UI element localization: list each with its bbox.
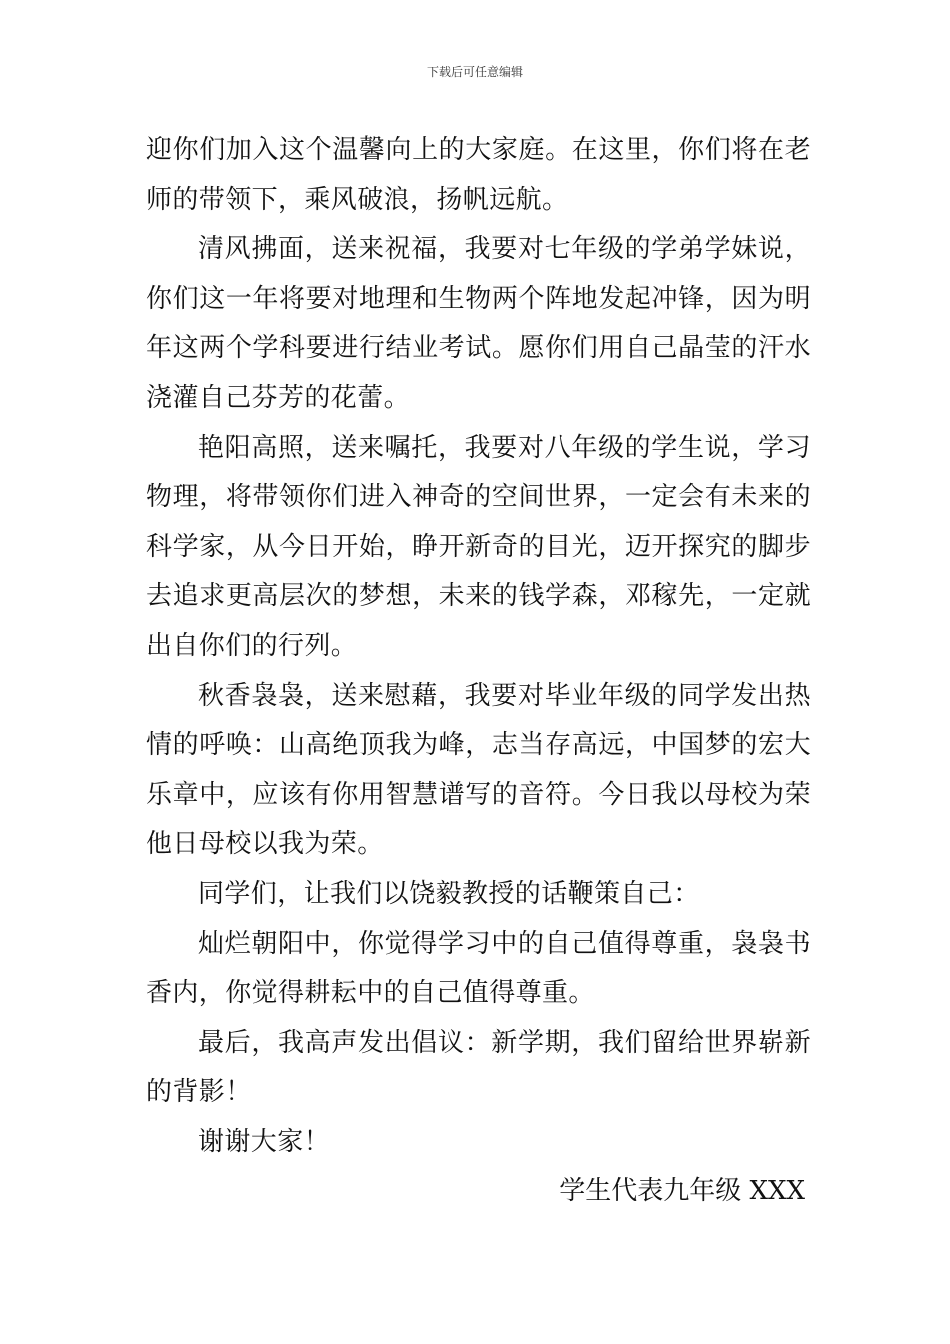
- paragraph-welcome-continuation: 迎你们加入这个温馨向上的大家庭。在这里，你们将在老师的带领下，乘风破浪，扬帆远航。: [146, 135, 811, 215]
- paragraph-proposal: 最后，我高声发出倡议：新学期，我们留给世界崭新的背影！: [146, 1027, 811, 1108]
- document-body: [146, 126, 811, 1217]
- paragraph-grade-seven: 清风拂面，送来祝福，我要对七年级的学弟学妹说，你们这一年将要对地理和生物两个阵地发起冲锋，因为明年这两个学科要进行结业考试。愿你们用自己晶莹的汗水浇灌自己芬芳的花蕾。: [146, 234, 811, 413]
- paragraph-graduating-grade: 秋香袅袅，送来慰藉，我要对毕业年级的同学发出热情的呼唤：山高绝顶我为峰，志当存高远，中国梦的宏大乐章中，应该有你用智慧谱写的音符。今日我以母校为荣他日母校以我为荣。: [146, 680, 811, 860]
- paragraph-thanks: 谢谢大家！: [198, 1126, 331, 1157]
- signature: 学生代表九年级 XXX: [559, 1176, 805, 1207]
- paragraph-grade-eight: 艳阳高照，送来嘱托，我要对八年级的学生说，学习物理，将带领你们进入神奇的空间世界，一定会有未来的科学家，从今日开始，睁开新奇的目光，迈开探究的脚步去追求更高层次的梦想，未来的钱学森，邓稼先，一定就出自你们的行列。: [146, 432, 811, 661]
- page-header-note: 下载后可任意编辑: [426, 65, 523, 79]
- paragraph-quote: 灿烂朝阳中，你觉得学习中的自己值得尊重，袅袅书香内，你觉得耕耘中的自己值得尊重。: [146, 928, 811, 1009]
- paragraph-quote-intro: 同学们，让我们以饶毅教授的话鞭策自己：: [198, 878, 700, 909]
